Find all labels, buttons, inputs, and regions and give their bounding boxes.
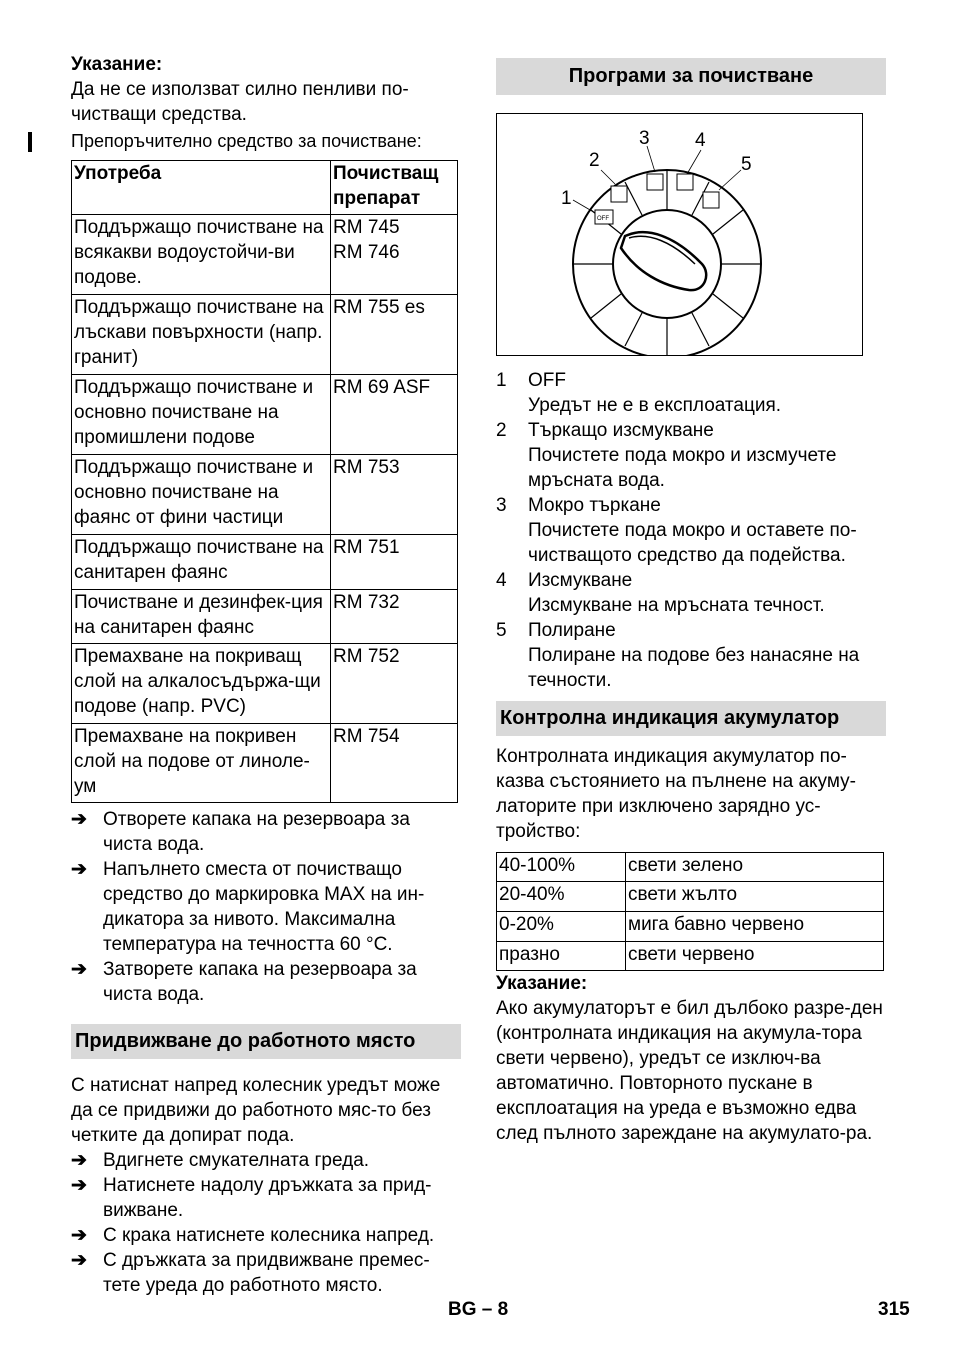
step-text: Напълнето сместа от почистващо средство до маркировка MAX на ин-дикатора за нивото. Максимална температура на течността 60 °C. [103,859,425,955]
step-item [71,807,461,857]
table-row [497,942,884,971]
arrow-right-icon: ➔ [71,1225,87,1246]
agent-cell: RM 754 [331,724,458,803]
agent-cell: RM 753 [331,455,458,535]
step-item [71,957,461,1007]
table-row [497,882,884,912]
table-row [497,853,884,882]
arrow-right-icon: ➔ [71,1250,87,1271]
program-number: 1 [496,370,507,391]
program-desc: Уредът не е в експлоатация. [528,395,782,416]
use-cell: Поддържащо почистване на санитарен фаянс [72,535,331,590]
use-cell: Поддържащо почистване и основно почистване на промишлени подове [72,375,331,455]
table-row [72,590,458,644]
note-heading: Указание: [496,973,588,994]
program-desc: Изсмукване на мръсната течност. [528,595,825,616]
page-number: 315 [878,1299,910,1320]
level-cell: 0-20% [497,912,626,942]
use-cell: Поддържащо почистване на всякакви водоустойчи-ви подове. [72,215,331,295]
table-row [72,295,458,375]
program-desc: Почистете пода мокро и оставете по-чистващото средство да подейства. [528,520,857,566]
change-bar [28,132,32,152]
agent-cell: RM 752 [331,644,458,724]
callout-5: 5 [741,154,752,175]
program-item [496,618,886,693]
battery-table [496,852,884,971]
wet-scrub-icon [647,174,663,190]
recommend-text: Препоръчително средство за почистване: [71,131,422,151]
arrow-right-icon: ➔ [71,1175,87,1196]
use-cell: Поддържащо почистване и основно почистване на фаянс от фини частици [72,455,331,535]
agent-cell: RM 732 [331,590,458,644]
program-item [496,493,886,568]
program-number: 4 [496,570,507,591]
section-title-battery: Контролна индикация акумулатор [496,701,886,736]
page-label: BG – 8 [448,1299,509,1320]
program-desc: Почистете пода мокро и изсмучете мръсната вода. [528,445,837,491]
use-cell: Премахване на покриващ слой на алкалосъдържа-щи подове (напр. PVC) [72,644,331,724]
program-dial-svg [497,114,862,355]
step-text: Вдигнете смукателната греда. [103,1150,370,1171]
program-list [496,368,886,693]
section-title-moving: Придвижване до работното място [71,1024,461,1059]
section-text: Контролната индикация акумулатор по-казва състоянието на пълнене на акуму-латорите при изключено зарядно ус-тройство: [496,746,856,842]
step-item [71,1173,461,1223]
table-row [72,455,458,535]
program-name: Полиране [528,620,616,641]
step-item [71,1248,461,1298]
table-row [72,724,458,803]
program-number: 3 [496,495,507,516]
step-text: С дръжката за придвижване премес-тете уреда до работното място. [103,1250,430,1296]
program-item [496,568,886,618]
state-cell: свети зелено [626,853,884,882]
use-cell: Поддържащо почистване на лъскави повърхности (напр. гранит) [72,295,331,375]
note-line: Да не се използват силно пенливи по- [71,79,409,100]
scrub-vacuum-icon [611,186,627,202]
program-name: Търкащо изсмукване [528,420,714,441]
steps-list [71,1148,461,1298]
program-name: Изсмукване [528,570,633,591]
level-cell: 20-40% [497,882,626,912]
polish-icon [703,192,719,208]
left-column [71,52,461,1298]
steps-list [71,807,461,1007]
callout-4: 4 [695,130,706,151]
vacuum-icon [677,174,693,190]
program-number: 5 [496,620,507,641]
arrow-right-icon: ➔ [71,859,87,880]
table-row [72,644,458,724]
note-text: Ако акумулаторът е бил дълбоко разре-ден (контролната индикация на акумула-тора свети червено), уредът се изключ-ва автоматично. Повторното пускане в експлоатация на уреда е възможно едва след пълното зареждане на акумулато-ра. [496,998,883,1144]
use-cell: Премахване на покривен слой на подове от линоле-ум [72,724,331,803]
section-text: С натиснат напред колесник уредът може да се придвижи до работното мяс-то без четките да допират пода. [71,1075,441,1146]
program-dial-figure [496,113,863,356]
step-text: Натиснете надолу дръжката за прид-вижване. [103,1175,432,1221]
program-number: 2 [496,420,507,441]
step-item [71,857,461,957]
table-row [72,375,458,455]
state-cell: свети червено [626,942,884,971]
level-cell: празно [497,942,626,971]
program-item [496,368,886,418]
agent-cell: RM 755 es [331,295,458,375]
note-heading: Указание: [71,54,163,75]
program-item [496,418,886,493]
program-name: OFF [528,370,566,391]
state-cell: мига бавно червено [626,912,884,942]
step-item [71,1148,461,1173]
arrow-right-icon: ➔ [71,1150,87,1171]
program-name: Мокро търкане [528,495,661,516]
step-text: С крака натиснете колесника напред. [103,1225,435,1246]
right-column [496,58,886,1146]
agent-cell: RM 745 RM 746 [331,215,458,295]
agent-cell: RM 751 [331,535,458,590]
step-item [71,1223,461,1248]
level-cell: 40-100% [497,853,626,882]
step-text: Отворете капака на резервоара за чиста вода. [103,809,410,855]
state-cell: свети жълто [626,882,884,912]
program-desc: Полиране на подове без нанасяне на течности. [528,645,860,691]
use-cell: Почистване и дезинфек-ция на санитарен фаянс [72,590,331,644]
header-agent: Почистващ препарат [331,161,458,215]
off-symbol-text: OFF [597,216,609,222]
callout-1: 1 [561,188,572,209]
agent-cell: RM 69 ASF [331,375,458,455]
table-row [497,912,884,942]
note-line: чистващи средства. [71,104,247,125]
arrow-right-icon: ➔ [71,809,87,830]
header-use: Употреба [72,161,331,215]
cleaning-agent-table [71,160,458,803]
section-title-programs: Програми за почистване [496,58,886,95]
table-header-row [72,161,458,215]
arrow-right-icon: ➔ [71,959,87,980]
step-text: Затворете капака на резервоара за чиста вода. [103,959,417,1005]
callout-3: 3 [639,128,650,149]
callout-2: 2 [589,150,600,171]
table-row [72,535,458,590]
table-row [72,215,458,295]
